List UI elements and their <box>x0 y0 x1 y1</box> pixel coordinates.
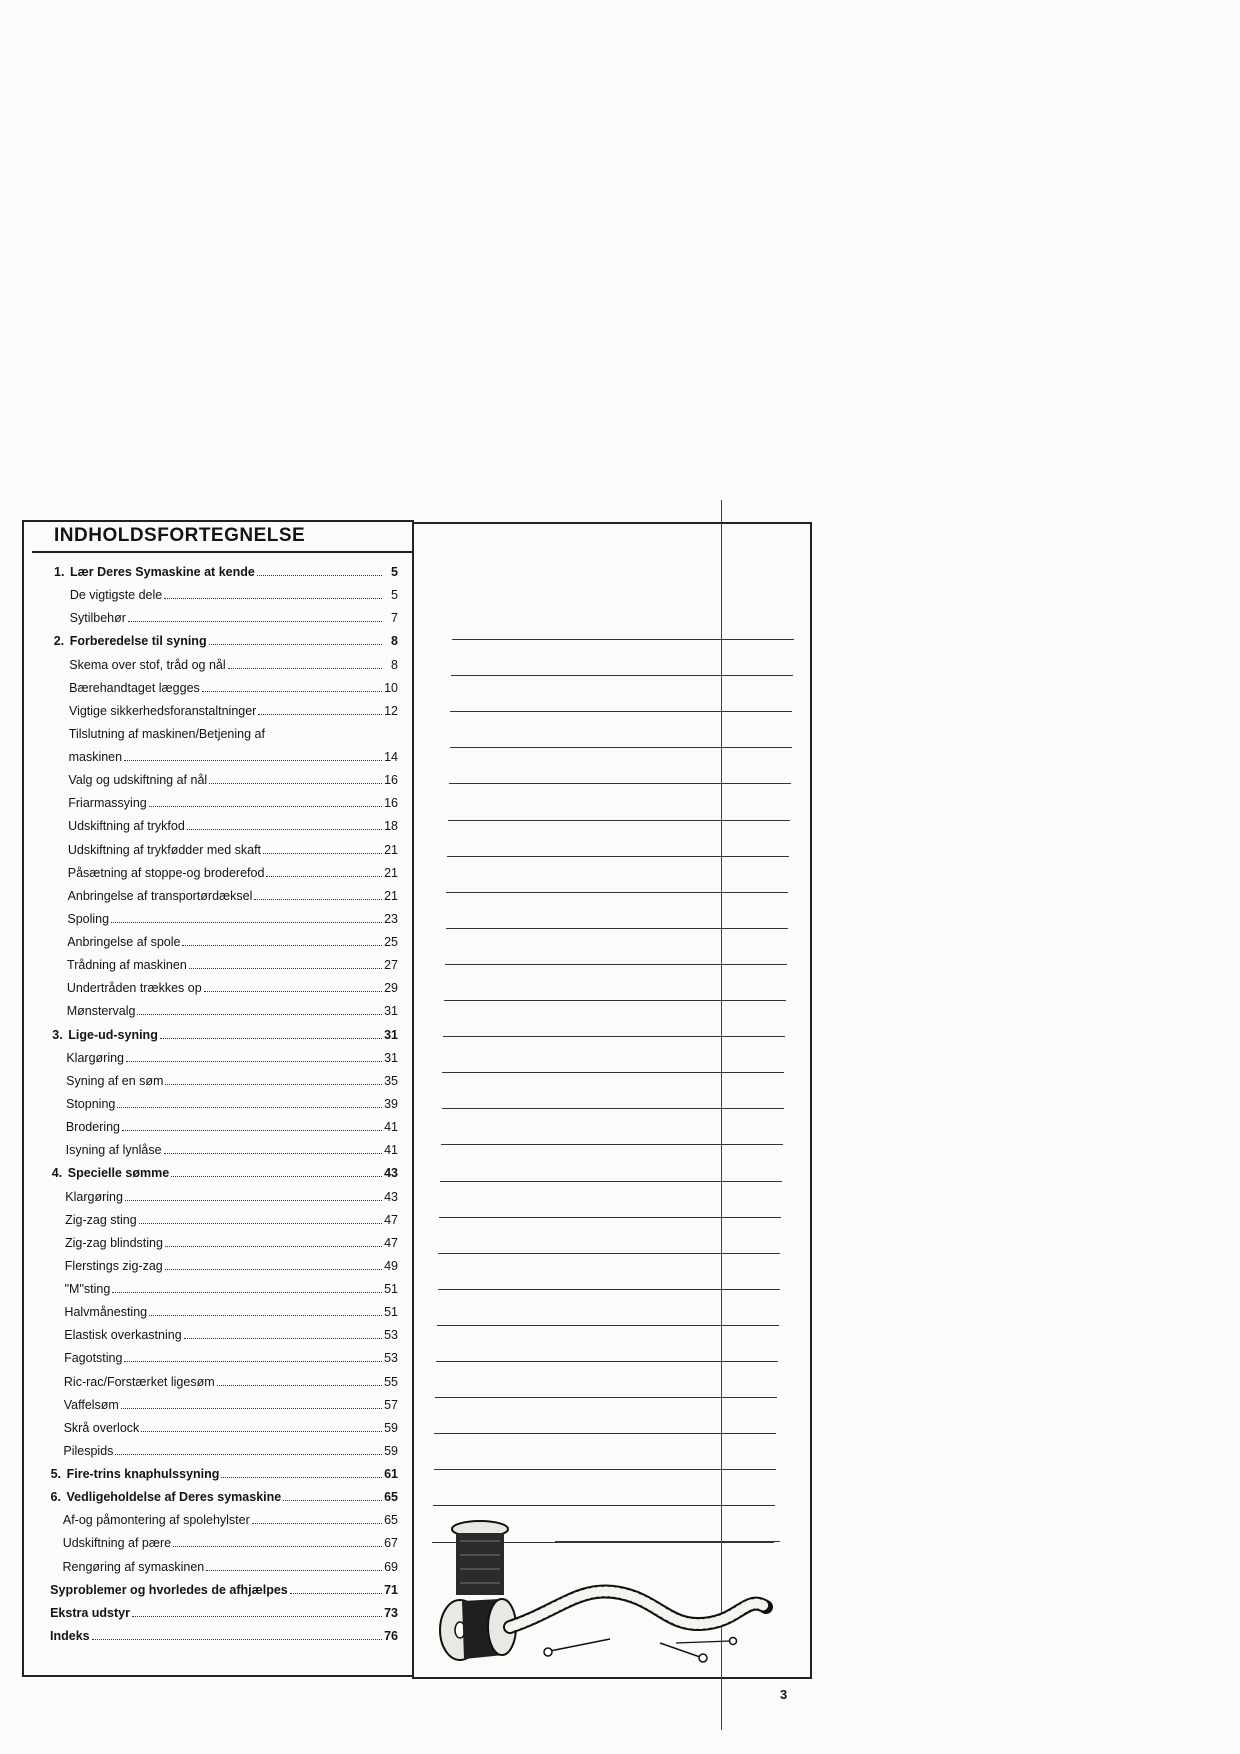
toc-entry-page: 59 <box>384 1420 398 1435</box>
toc-entry-page: 39 <box>384 1097 398 1111</box>
toc-entry-page: 29 <box>384 981 398 996</box>
thread-spool-and-tape-measure-illustration <box>430 1515 790 1665</box>
toc-leader-dots <box>124 759 382 761</box>
note-line <box>450 747 792 748</box>
toc-entry-text: Undertråden trækkes op <box>66 981 202 996</box>
toc-entry-page: 31 <box>384 1027 398 1042</box>
toc-entry-text: Lige-ud-syning <box>68 1027 158 1042</box>
note-line <box>438 1289 780 1290</box>
toc-leader-dots <box>173 1545 382 1547</box>
toc-entry-page: 35 <box>384 1073 398 1088</box>
toc-entry <box>68 795 398 811</box>
toc-entry <box>66 1073 398 1089</box>
toc-entry-text: Mønstervalg <box>66 1004 136 1019</box>
toc-entry-page: 43 <box>384 1189 398 1204</box>
note-line <box>445 964 787 965</box>
toc-entry <box>64 1374 398 1390</box>
note-line <box>449 783 791 784</box>
toc-entry-text: Vigtige sikkerhedsforanstaltninger <box>68 703 257 718</box>
toc-entry <box>67 957 398 973</box>
toc-entry <box>65 1189 398 1205</box>
toc-entry-text: Forberedelse til syning <box>69 634 207 649</box>
toc-leader-dots <box>112 1291 382 1293</box>
toc-entry-page: 27 <box>384 958 398 973</box>
note-line <box>438 1253 780 1254</box>
toc-leader-dots <box>139 1222 382 1224</box>
toc-entry-text: Ric-rac/Forstærket ligesøm <box>63 1374 215 1389</box>
toc-entry-page: 51 <box>384 1305 398 1320</box>
toc-entry <box>66 1119 398 1135</box>
toc-entry-page: 12 <box>384 703 398 718</box>
toc-entry <box>69 726 398 742</box>
toc-leader-dots <box>165 1245 382 1247</box>
toc-entry-page: 41 <box>384 1120 398 1135</box>
toc-entry-page: 69 <box>384 1559 398 1574</box>
note-line <box>437 1325 779 1326</box>
toc-entry-page: 7 <box>391 611 398 626</box>
toc-leader-dots <box>258 713 382 715</box>
toc-leader-dots <box>171 1175 382 1177</box>
toc-entry-number: 5. <box>50 1467 62 1482</box>
toc-leader-dots <box>160 1037 382 1039</box>
toc-entry-page: 23 <box>384 911 398 926</box>
toc-entry-text: Vedligeholdelse af Deres symaskine <box>66 1490 282 1505</box>
toc-entry-text: Specielle sømme <box>67 1166 170 1181</box>
toc-entry <box>66 1050 398 1066</box>
toc-entry <box>54 633 398 649</box>
toc-leader-dots <box>204 990 382 992</box>
note-line <box>452 639 794 640</box>
toc-entry <box>65 1258 398 1274</box>
toc-entry-page: 47 <box>384 1212 398 1227</box>
note-line <box>444 1000 786 1001</box>
toc-entry <box>67 1003 398 1019</box>
toc-leader-dots <box>125 1199 382 1201</box>
toc-leader-dots <box>228 667 382 669</box>
toc-entry-text: Fagotsting <box>64 1351 123 1366</box>
toc-entry-page: 65 <box>384 1490 398 1505</box>
toc-leader-dots <box>206 1569 382 1571</box>
toc-leader-dots <box>121 1407 382 1409</box>
note-line <box>450 711 792 712</box>
toc-entry <box>50 1582 398 1598</box>
toc-leader-dots <box>137 1013 382 1015</box>
toc-entry <box>70 610 398 626</box>
toc-entry-page: 57 <box>384 1397 398 1412</box>
toc-leader-dots <box>209 643 382 645</box>
note-line <box>451 675 793 676</box>
toc-leader-dots <box>189 967 382 969</box>
toc-entry-text: Trådning af maskinen <box>67 958 187 973</box>
toc-entry <box>68 842 398 858</box>
toc-leader-dots <box>149 805 382 807</box>
toc-entry-page: 73 <box>384 1605 398 1620</box>
note-line <box>446 892 788 893</box>
toc-leader-dots <box>187 828 382 830</box>
toc-entry-number: 2. <box>53 634 65 649</box>
note-line <box>433 1505 775 1506</box>
toc-entry-page: 43 <box>384 1166 398 1181</box>
toc-leader-dots <box>126 1060 382 1062</box>
note-line <box>446 928 788 929</box>
toc-entry-text: Bærehandtaget lægges <box>69 680 200 695</box>
toc-entry-page: 10 <box>384 680 398 695</box>
toc-entry <box>64 1397 398 1413</box>
toc-entry-text: Tilslutning af maskinen/Betjening af <box>68 726 265 741</box>
toc-title: INDHOLDSFORTEGNELSE <box>32 522 412 553</box>
toc-entry-text: Anbringelse af spole <box>67 935 181 950</box>
toc-entry-page: 8 <box>391 634 398 649</box>
toc-entry-page: 76 <box>384 1629 398 1643</box>
toc-leader-dots <box>141 1430 382 1432</box>
toc-entry <box>67 980 398 996</box>
toc-entry <box>65 1281 398 1297</box>
toc-entry <box>63 1512 398 1528</box>
toc-entry-page: 21 <box>384 865 398 880</box>
note-line <box>434 1469 776 1470</box>
toc-entry-page: 18 <box>384 819 398 834</box>
toc-leader-dots <box>122 1129 382 1131</box>
toc-entry <box>70 587 398 603</box>
toc-entry <box>50 1605 398 1621</box>
toc-entry-text: Vaffelsøm <box>63 1397 119 1412</box>
toc-entry <box>54 564 398 580</box>
toc-entry-text: Fire-trins knaphulssyning <box>66 1467 220 1482</box>
toc-entry <box>66 1096 398 1112</box>
toc-entry-text: De vigtigste dele <box>69 588 163 603</box>
note-line <box>434 1433 776 1434</box>
toc-entry-text: Zig-zag sting <box>65 1212 137 1227</box>
toc-leader-dots <box>184 1337 382 1339</box>
toc-entry-page: 61 <box>384 1467 398 1482</box>
note-line <box>447 856 789 857</box>
toc-entry-text: Sytilbehør <box>69 611 126 626</box>
toc-entry-text: Klargøring <box>66 1050 125 1065</box>
toc-entry <box>64 1420 398 1436</box>
toc-leader-dots <box>221 1476 382 1478</box>
toc-entry-text: Zig-zag blindsting <box>64 1235 163 1250</box>
toc-entry-text: Halvmånesting <box>64 1305 148 1320</box>
toc-entry-page: 16 <box>384 773 398 788</box>
toc-entry-text: Syproblemer og hvorledes de afhjælpes <box>50 1582 288 1597</box>
toc-leader-dots <box>257 574 382 576</box>
toc-entry-text: Af-og påmontering af spolehylster <box>62 1513 250 1528</box>
note-line <box>442 1108 784 1109</box>
toc-entry <box>63 1443 398 1459</box>
toc-leader-dots <box>115 1453 382 1455</box>
toc-entry-page: 49 <box>384 1258 398 1273</box>
toc-entry-page: 55 <box>384 1374 398 1389</box>
toc-entry-text: "M"sting <box>64 1282 111 1297</box>
toc-entry-number: 6. <box>50 1490 61 1505</box>
toc-entry-number: 3. <box>52 1027 63 1042</box>
toc-leader-dots <box>111 921 382 923</box>
toc-entry-page: 31 <box>384 1004 398 1019</box>
toc-leader-dots <box>217 1384 382 1386</box>
toc-leader-dots <box>92 1638 382 1640</box>
note-line <box>448 820 790 821</box>
toc-entry-text: Valg og udskiftning af nål <box>68 773 208 788</box>
toc-entry <box>65 1235 398 1251</box>
toc-entry <box>64 1350 398 1366</box>
toc-entry-text: Ekstra udstyr <box>50 1605 130 1620</box>
toc-leader-dots <box>164 597 382 599</box>
toc-entry-page: 25 <box>384 935 398 950</box>
toc-entry-text: Isyning af lynlåse <box>65 1143 162 1158</box>
toc-entry-page: 16 <box>384 796 398 811</box>
page-number: 3 <box>780 1687 788 1702</box>
toc-leader-dots <box>149 1314 382 1316</box>
toc-entry-text: Flerstings zig-zag <box>64 1258 163 1273</box>
toc-leader-dots <box>252 1522 382 1524</box>
toc-entry <box>64 1327 398 1343</box>
toc-leader-dots <box>132 1615 382 1617</box>
toc-entry-page: 65 <box>384 1513 398 1528</box>
toc-entry-text: Lær Deres Symaskine at kende <box>70 565 255 579</box>
toc-entry-text: Klargøring <box>65 1189 123 1204</box>
toc-entry <box>64 1304 398 1320</box>
toc-entry <box>69 703 398 719</box>
toc-leader-dots <box>117 1106 382 1108</box>
note-line <box>436 1361 778 1362</box>
toc-entry <box>50 1628 398 1644</box>
toc-entry-number: 4. <box>51 1166 63 1181</box>
toc-entry-page: 53 <box>384 1351 398 1366</box>
note-line <box>441 1144 783 1145</box>
toc-entry <box>65 1212 398 1228</box>
toc-leader-dots <box>164 1152 382 1154</box>
toc-entry-page: 71 <box>384 1582 398 1597</box>
toc-entry-page: 5 <box>391 588 398 603</box>
toc-entry-text: Stopning <box>66 1097 116 1111</box>
toc-entry-page: 47 <box>384 1235 398 1250</box>
toc-leader-dots <box>182 944 382 946</box>
note-line <box>442 1072 784 1073</box>
toc-entry-number: 1. <box>54 565 65 579</box>
toc-entry-text: Elastisk overkastning <box>64 1328 182 1343</box>
toc-entry-page: 53 <box>384 1328 398 1343</box>
toc-entry-text: maskinen <box>68 750 123 765</box>
toc-entry <box>63 1535 398 1551</box>
toc-entry <box>52 1027 398 1043</box>
toc-entry <box>67 911 398 927</box>
toc-entry-page: 14 <box>384 750 398 765</box>
toc-entry-text: Påsætning af stoppe-og broderefod <box>67 865 265 880</box>
toc-entry-text: Skrå overlock <box>63 1420 140 1435</box>
toc-entry <box>51 1466 398 1482</box>
toc-leader-dots <box>263 852 382 854</box>
toc-entry-text: Skema over stof, tråd og nål <box>69 657 226 672</box>
toc-entry-page: 67 <box>384 1536 398 1551</box>
toc-leader-dots <box>254 898 382 900</box>
toc-entry-page: 59 <box>384 1443 398 1458</box>
toc-leader-dots <box>202 690 382 692</box>
toc-entry-text: Friarmassying <box>68 796 147 811</box>
toc-entry <box>69 657 398 673</box>
toc-leader-dots <box>165 1083 382 1085</box>
toc-entry-text: Syning af en søm <box>66 1073 164 1088</box>
toc-leader-dots <box>124 1360 382 1362</box>
toc-entry-page: 31 <box>384 1050 398 1065</box>
note-line <box>439 1217 781 1218</box>
toc-entry-text: Udskiftning af trykfødder med skaft <box>67 842 262 857</box>
toc-entry-text: Pilespids <box>63 1443 114 1458</box>
toc-entry <box>51 1489 398 1505</box>
note-line <box>435 1397 777 1398</box>
toc-entry-text: Udskiftning af pære <box>62 1536 172 1551</box>
toc-entry-page: 41 <box>384 1143 398 1158</box>
toc-entry <box>69 680 398 696</box>
toc-entry <box>68 818 398 834</box>
toc-entry-text: Spoling <box>67 911 110 926</box>
toc-entry-text: Indeks <box>50 1629 90 1643</box>
toc-leader-dots <box>209 782 382 784</box>
toc-entry <box>68 888 398 904</box>
toc-entry <box>66 1142 398 1158</box>
toc-entry-page: 5 <box>391 565 398 579</box>
toc-leader-dots <box>266 875 382 877</box>
toc-entry-page: 21 <box>384 888 398 903</box>
toc-entry-page: 51 <box>384 1282 398 1297</box>
note-line <box>440 1181 782 1182</box>
toc-leader-dots <box>128 620 382 622</box>
toc-entry <box>67 934 398 950</box>
toc-entry-page: 21 <box>384 842 398 857</box>
toc-entry-text: Rengøring af symaskinen <box>62 1559 205 1574</box>
toc-entry <box>68 865 398 881</box>
toc-entry <box>52 1165 398 1181</box>
note-line <box>443 1036 785 1037</box>
toc-leader-dots <box>165 1268 382 1270</box>
toc-leader-dots <box>290 1592 382 1594</box>
toc-entry-text: Udskiftning af trykfod <box>68 819 185 834</box>
toc-entry-text: Anbringelse af transportørdæksel <box>67 888 253 903</box>
toc-entry-text: Brodering <box>65 1120 121 1135</box>
toc-leader-dots <box>283 1499 382 1501</box>
toc-entry-page: 8 <box>391 657 398 672</box>
toc-entry <box>63 1559 398 1575</box>
toc-entry <box>68 772 398 788</box>
toc-entry <box>69 749 398 765</box>
